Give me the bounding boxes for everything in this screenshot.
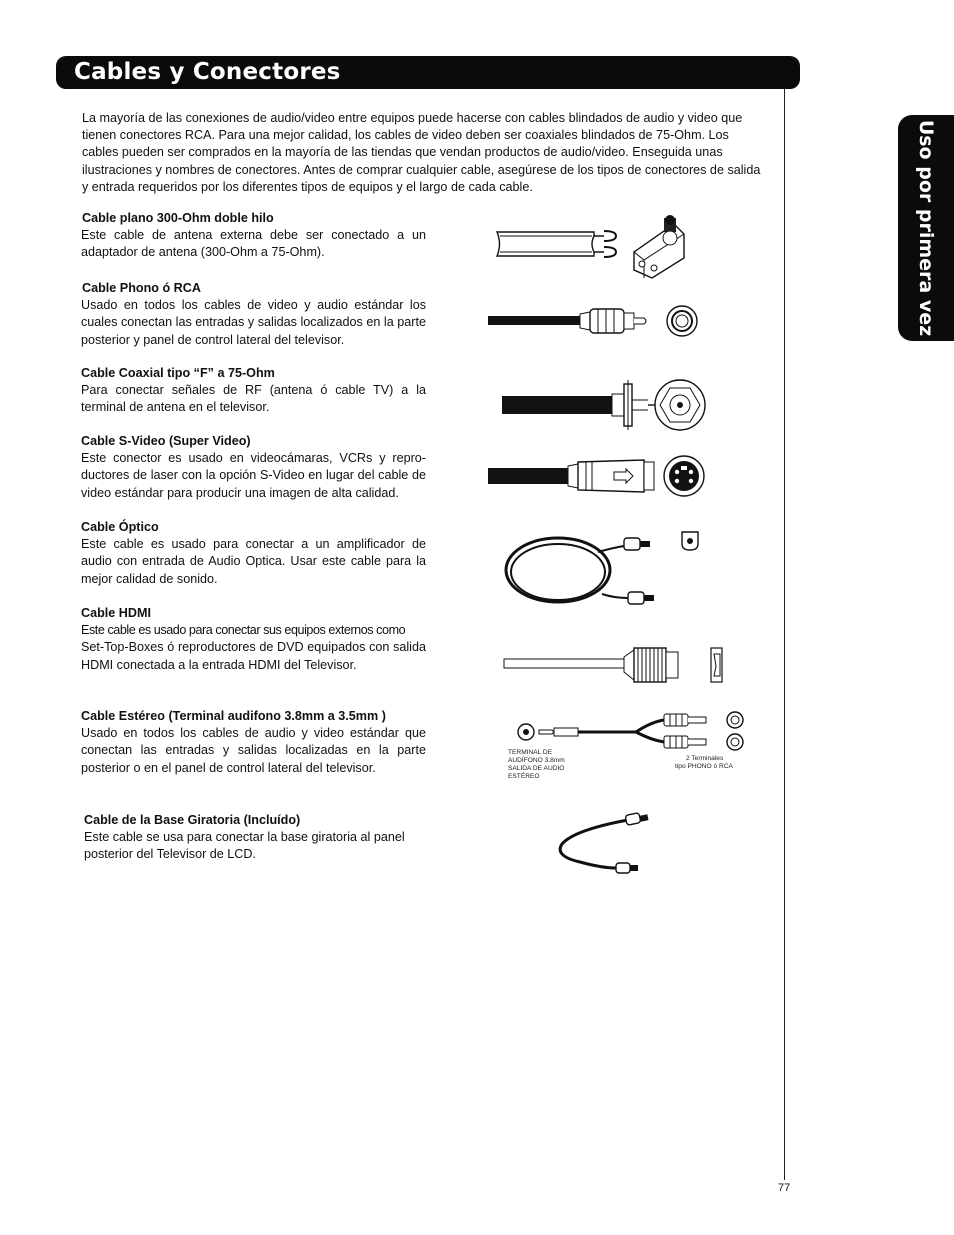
side-tab-label: Uso por primera vez — [915, 119, 937, 337]
section-heading: Cable Estéreo (Terminal audifono 3.8mm a 3.5mm ) — [81, 709, 386, 723]
section-300ohm — [81, 210, 426, 262]
stereo-right-caption-1: 2 Terminales — [686, 755, 724, 762]
section-heading: Cable Óptico — [81, 520, 159, 534]
section-stereo — [81, 708, 426, 777]
twin-lead-figure — [494, 212, 694, 284]
section-swivel — [84, 812, 429, 864]
coaxial-figure — [498, 378, 712, 434]
side-tab — [898, 115, 954, 341]
section-heading: Cable Phono ó RCA — [82, 281, 201, 295]
section-heading: Cable Coaxial tipo “F” a 75-Ohm — [81, 366, 275, 380]
stereo-left-caption-2: AUDÍFONO 3.8mm — [508, 757, 565, 764]
section-body: Este conector es usado en videocámaras, VCRs y repro-ductores de laser con la opción S-Video en lugar del cable de video estándar para producir una imagen de alta calidad. — [81, 451, 426, 500]
stereo-left-caption-4: ESTÉREO — [508, 773, 540, 780]
title-bar — [56, 56, 800, 89]
section-optical — [81, 519, 426, 588]
section-heading: Cable de la Base Giratoria (Incluído) — [84, 813, 301, 827]
optical-figure — [502, 524, 710, 614]
vertical-divider — [784, 89, 785, 1180]
svideo-figure — [486, 452, 706, 500]
rca-figure — [486, 300, 702, 342]
section-svideo — [81, 433, 426, 502]
section-hdmi — [81, 605, 426, 674]
hdmi-figure — [502, 644, 724, 686]
page-title: Cables y Conectores — [74, 59, 341, 85]
stereo-figure — [506, 708, 746, 788]
stereo-left-caption-1: TERMINAL DE — [508, 749, 553, 756]
section-body: Usado en todos los cables de audio y video estándar que conectan las entradas y salidas localizadas en la parte posterior o en el panel de control lateral del televisor. — [81, 726, 426, 775]
swivel-cable-figure — [554, 810, 664, 874]
section-heading: Cable HDMI — [81, 606, 151, 620]
section-body: Para conectar señales de RF (antena ó cable TV) a la terminal de antena en el televisor. — [81, 383, 426, 415]
section-coaxial — [81, 365, 426, 417]
stereo-right-caption-2: tipo PHONO ó RCA — [675, 763, 733, 770]
intro-paragraph: La mayoría de las conexiones de audio/video entre equipos puede hacerse con cables blindados de audio y video que tienen conectores RCA. Para una mejor calidad, los cables de video deben ser coaxiales blindados de 75-Ohm. Los cables pueden ser comprados en la mayoría de las tiendas que vendan productos de audio/video. Enseguida unas ilustraciones y nombres de conectores. Antes de comprar cualquier cable, asegúrese de los tipos de conectores de salida y entrada requeridos por los diferentes tipos de equipos y el largo de cada cable. — [82, 111, 761, 194]
section-body: Este cable de antena externa debe ser conectado a un adaptador de antena (300-Ohm a 75-Ohm). — [81, 228, 426, 260]
section-body: Este cable es usado para conectar a un amplificador de audio con entrada de Audio Optica. Usar este cable para la mejor calidad de sonido. — [81, 537, 426, 586]
section-heading: Cable plano 300-Ohm doble hilo — [82, 211, 274, 225]
section-body: Set-Top-Boxes ó reproductores de DVD equipados con salida HDMI conectada a la entrada HDMI del Televisor. — [81, 640, 426, 672]
section-body: Este cable se usa para conectar la base giratoria al panel posterior del Televisor de LCD. — [84, 830, 405, 862]
section-heading: Cable S-Video (Super Video) — [81, 434, 251, 448]
section-rca — [81, 280, 426, 349]
section-body: Usado en todos los cables de video y audio estándar los cuales conectan las entradas y salidas localizados en la parte posterior y panel de control lateral del televisor. — [81, 298, 426, 347]
page-number: 77 — [778, 1182, 791, 1194]
stereo-left-caption-3: SALIDA DE AUDIO — [508, 765, 565, 772]
section-body-line1: Este cable es usado para conectar sus equipos externos como — [81, 623, 406, 638]
